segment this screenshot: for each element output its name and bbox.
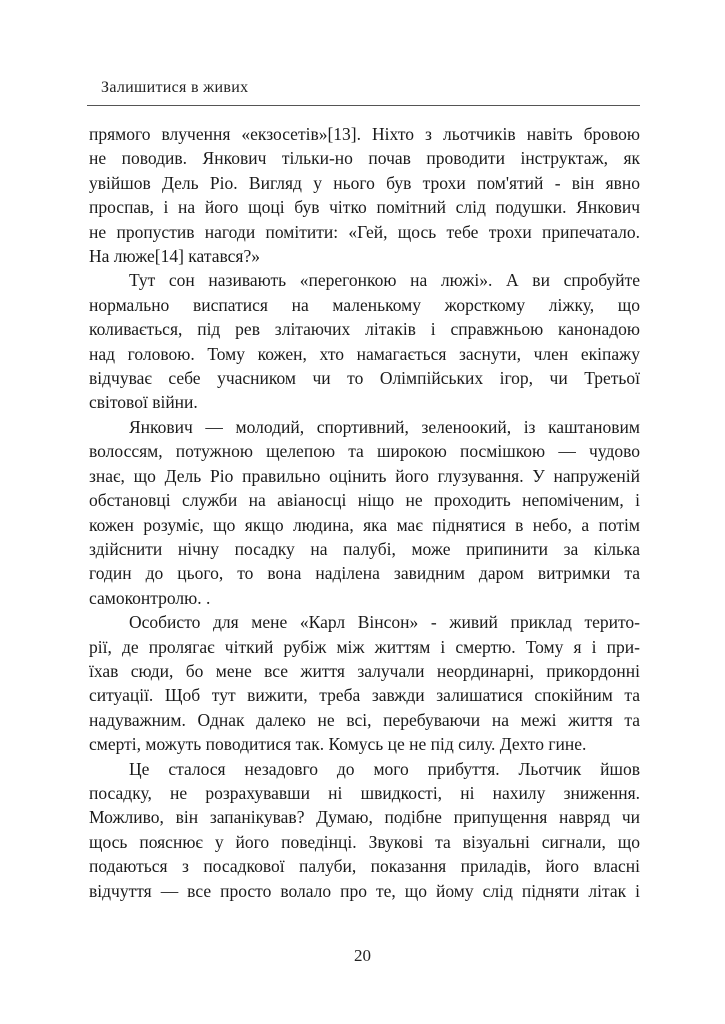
text-line: над головою. Тому кожен, хто намагається заснути, член екіпажу: [89, 343, 640, 364]
text-line: обстановці служби на авіаносці ніщо не проходить непоміченим, і: [89, 490, 640, 511]
text-line: надуважним. Однак далеко не всі, перебуваючи на межі життя та: [89, 709, 640, 730]
text-line: смерті, можуть поводитися так. Комусь це не під силу. Дехто гине.: [89, 734, 587, 755]
text-line: самоконтролю. .: [89, 587, 211, 608]
text-line: не поводив. Янкович тільки-но почав проводити інструктаж, як: [89, 148, 640, 169]
running-header-title: Залишитися в живих: [101, 79, 249, 96]
paragraph-1: [89, 122, 640, 268]
text-line: знає, що Дель Ріо правильно оцінить його глузування. У напруженій: [89, 465, 640, 486]
text-line: Це сталося незадовго до мого прибуття. Льотчик йшов: [129, 758, 640, 779]
text-line: рії, де пролягає чіткий рубіж між життям і смертю. Тому я і при-: [89, 636, 640, 657]
text-line: волоссям, потужною щелепою та широкою посмішкою — чудово: [89, 441, 640, 462]
text-line: світової війни.: [89, 392, 198, 413]
text-line: щось пояснює у його поведінці. Звукові та візуальні сигнали, що: [89, 831, 640, 852]
text-line: коливається, під рев злітаючих літаків і справжньою канонадою: [89, 319, 640, 340]
text-line: ситуації. Щоб тут вижити, треба завжди залишатися спокійним та: [89, 685, 640, 706]
paragraph-5: [89, 757, 640, 903]
text-line: Янкович — молодий, спортивний, зеленоокий, із каштановим: [129, 416, 640, 437]
text-line: не пропустив нагоди помітити: «Гей, щось тебе трохи припечатало.: [89, 221, 640, 242]
paragraph-4: [89, 610, 640, 756]
header-rule: [87, 105, 640, 106]
text-line: посадку, не розрахувавши ні швидкості, ні нахилу зниження.: [89, 782, 640, 803]
body-text: [89, 122, 640, 903]
text-line: годин до цього, то вона наділена завидним даром витримки та: [89, 563, 640, 584]
text-line: проспав, і на його щоці був чітко помітний слід подушки. Янкович: [89, 197, 640, 218]
text-line: прямого влучення «екзосетів»[13]. Ніхто з льотчиків навіть бровою: [89, 124, 640, 144]
paragraph-2: [89, 268, 640, 414]
text-line: нормально виспатися на маленькому жорсткому ліжку, що: [89, 294, 640, 315]
text-line: увійшов Дель Ріо. Вигляд у нього був трохи пом'ятий - він явно: [89, 172, 640, 193]
text-line: Можливо, він запанікував? Думаю, подібне припущення навряд чи: [89, 807, 640, 828]
text-line: Тут сон називають «перегонкою на люжі». А ви спробуйте: [129, 270, 640, 291]
text-line: Особисто для мене «Карл Вінсон» - живий приклад терито-: [129, 612, 640, 633]
text-line: На люже[14] катався?»: [89, 246, 260, 267]
text-line: кожен розуміє, що якщо людина, яка має піднятися в небо, а потім: [89, 514, 640, 535]
text-line: подаються з посадкової палуби, показання приладів, його власні: [89, 856, 640, 877]
text-line: їхав сюди, бо мене все життя залучали неординарні, прикордонні: [89, 660, 640, 681]
text-line: відчуває себе учасником чи то Олімпійських ігор, чи Третьої: [89, 368, 640, 389]
page-number: 20: [354, 946, 371, 965]
paragraph-3: [89, 415, 640, 610]
text-line: відчуття — все просто волало про те, що йому слід підняти літак і: [89, 880, 640, 901]
text-line: здійснити нічну посадку на палубі, може припинити за кілька: [89, 538, 640, 559]
